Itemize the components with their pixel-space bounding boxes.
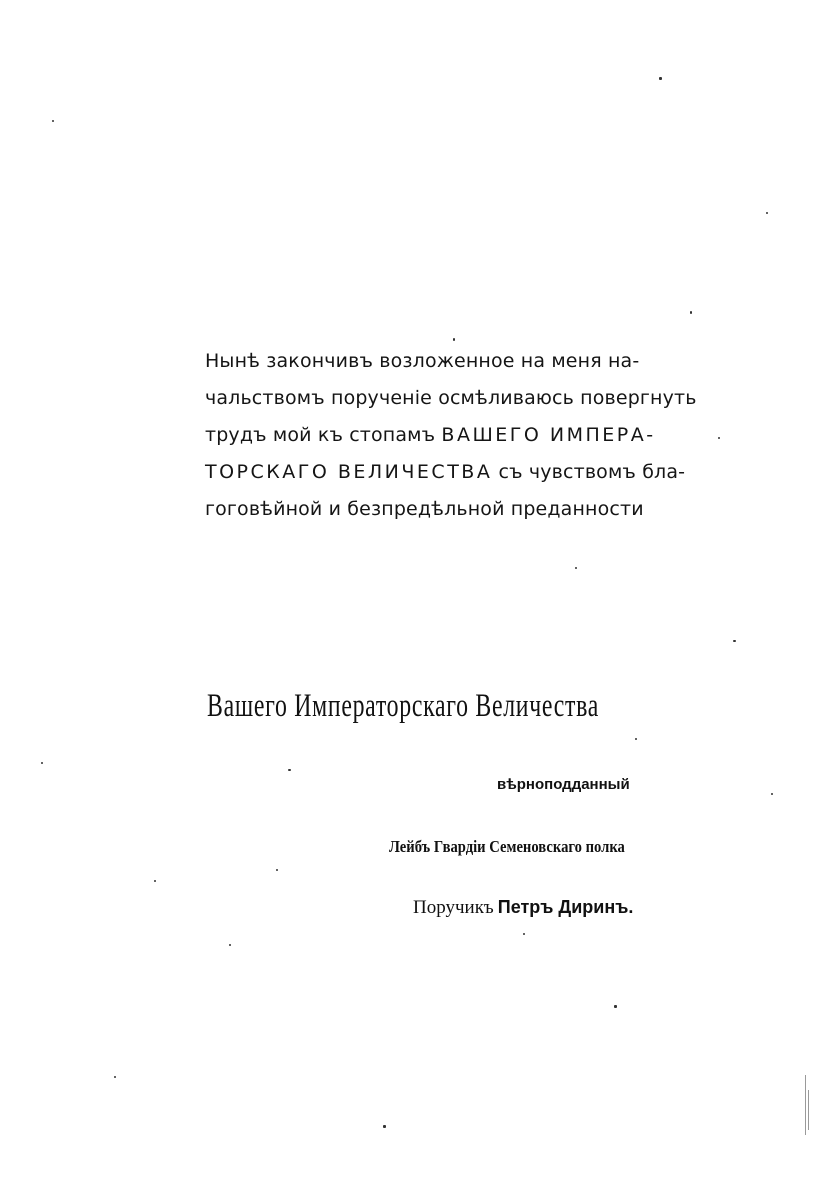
scan-speck <box>453 338 455 341</box>
dedication-line-4 <box>205 461 685 483</box>
subject-line: вѣрноподданный <box>497 776 630 793</box>
scan-speck <box>635 738 637 740</box>
scan-speck <box>288 769 291 771</box>
scan-speck <box>41 762 43 764</box>
signer-name: Петръ Диринъ. <box>497 897 634 917</box>
scan-speck <box>733 640 736 642</box>
salutation: Вашего Императорскаго Величества <box>207 688 600 724</box>
dedication-line-1-text: Нынѣ закончивъ возложенное на меня на- <box>205 350 640 372</box>
dedication-line-5-text: гоговѣйной и безпредѣльной преданности <box>205 498 644 520</box>
scan-edge-mark <box>805 1075 806 1135</box>
dedication-line-3-text: трудъ мой къ стопамъ <box>205 424 442 446</box>
scan-edge-mark <box>808 1090 809 1130</box>
scan-speck <box>690 311 692 314</box>
dedication-line-2-text: чальствомъ порученіе осмѣливаюсь повергнуть <box>205 387 697 409</box>
dedication-line-3 <box>205 424 656 446</box>
rank-line <box>413 897 633 919</box>
scan-speck <box>614 1005 617 1008</box>
scan-speck <box>766 212 768 214</box>
dedication-line-5 <box>205 498 644 520</box>
scan-speck <box>575 567 577 569</box>
dedication-line-4-text: съ чувствомъ бла- <box>492 461 686 483</box>
scan-speck <box>718 437 720 439</box>
scan-speck <box>229 944 231 946</box>
scan-speck <box>114 1076 116 1078</box>
scan-speck <box>771 793 773 795</box>
dedication-line-4-caps: ТОРСКАГО ВЕЛИЧЕСТВА <box>205 461 493 483</box>
scan-speck <box>659 77 662 80</box>
scan-speck <box>276 869 278 871</box>
regiment-line: Лейбъ Гвардіи Семеновскаго полка <box>389 837 625 856</box>
rank: Поручикъ <box>413 897 494 918</box>
scan-speck <box>523 933 525 935</box>
scan-speck <box>154 880 156 882</box>
scan-speck <box>52 120 54 122</box>
dedication-line-2 <box>205 387 697 409</box>
scan-speck <box>383 1125 386 1128</box>
dedication-line-1 <box>205 350 639 372</box>
dedication-line-3-caps: ВАШЕГО ИМПЕРА- <box>441 424 656 446</box>
